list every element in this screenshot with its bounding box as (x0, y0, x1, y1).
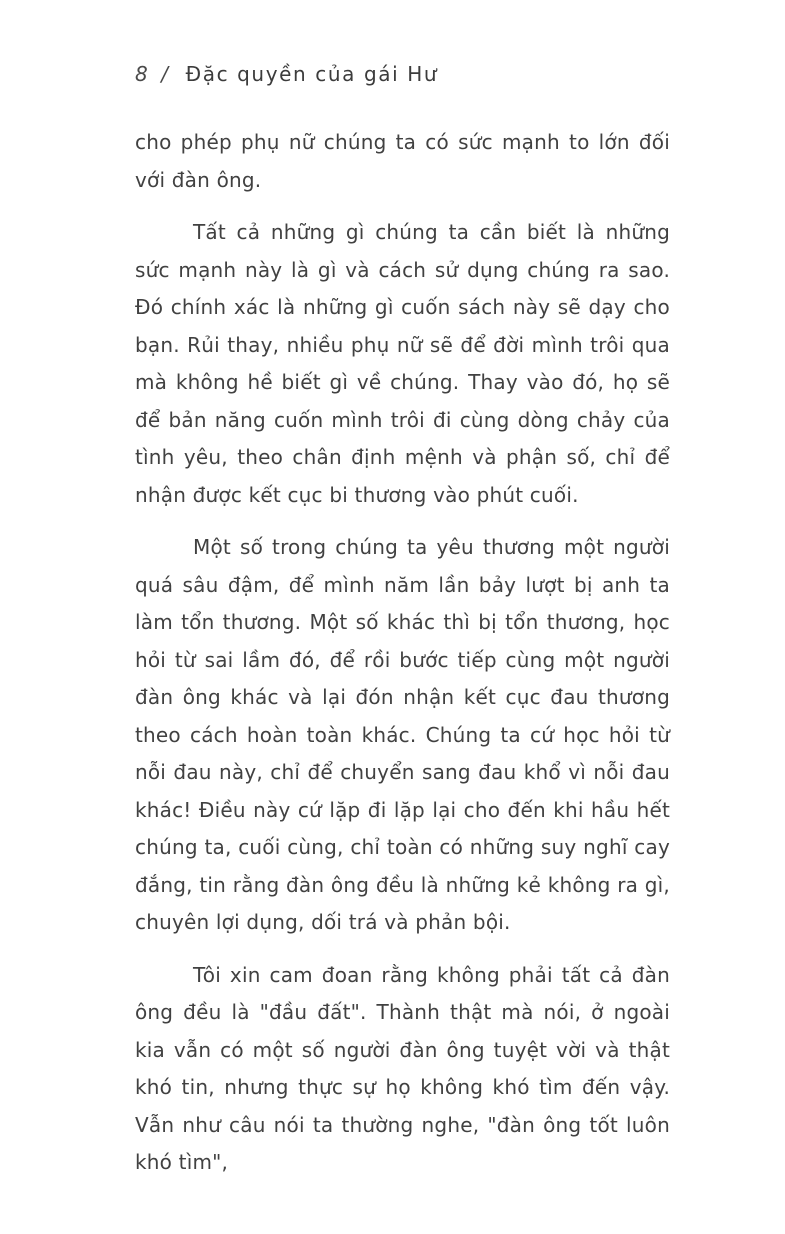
book-title: Đặc quyền của gái Hư (185, 62, 439, 86)
page-number: 8 (135, 62, 150, 86)
header-separator: / (161, 62, 170, 86)
paragraph-continuation: cho phép phụ nữ chúng ta có sức mạnh to lớn đối với đàn ông. (135, 130, 670, 192)
paragraph: Một số trong chúng ta yêu thương một người quá sâu đậm, để mình năm lần bảy lượt bị anh ta làm tổn thương. Một số khác thì bị tổn thương, học hỏi từ sai lầm đó, để rồi bước tiếp cùng một người đàn ông khác và lại đón nhận kết cục đau thương theo cách hoàn toàn khác. Chúng ta cứ học hỏi từ nỗi đau này, chỉ để chuyển sang đau khổ vì nỗi đau khác! Điều này cứ lặp đi lặp lại cho đến khi hầu hết chúng ta, cuối cùng, chỉ toàn có những suy nghĩ cay đắng, tin rằng đàn ông đều là những kẻ không ra gì, chuyên lợi dụng, dối trá và phản bội. (135, 535, 670, 934)
running-header (135, 62, 670, 86)
paragraph: Tất cả những gì chúng ta cần biết là những sức mạnh này là gì và cách sử dụng chúng ra sao. Đó chính xác là những gì cuốn sách này sẽ dạy cho bạn. Rủi thay, nhiều phụ nữ sẽ để đời mình trôi qua mà không hề biết gì về chúng. Thay vào đó, họ sẽ để bản năng cuốn mình trôi đi cùng dòng chảy của tình yêu, theo chân định mệnh và phận số, chỉ để nhận được kết cục bi thương vào phút cuối. (135, 220, 670, 507)
paragraph: Tôi xin cam đoan rằng không phải tất cả đàn ông đều là "đầu đất". Thành thật mà nói, ở ngoài kia vẫn có một số người đàn ông tuyệt vời và thật khó tin, nhưng thực sự họ không khó tìm đến vậy. Vẫn như câu nói ta thường nghe, "đàn ông tốt luôn khó tìm", (135, 962, 670, 1174)
page-body (135, 124, 670, 1197)
